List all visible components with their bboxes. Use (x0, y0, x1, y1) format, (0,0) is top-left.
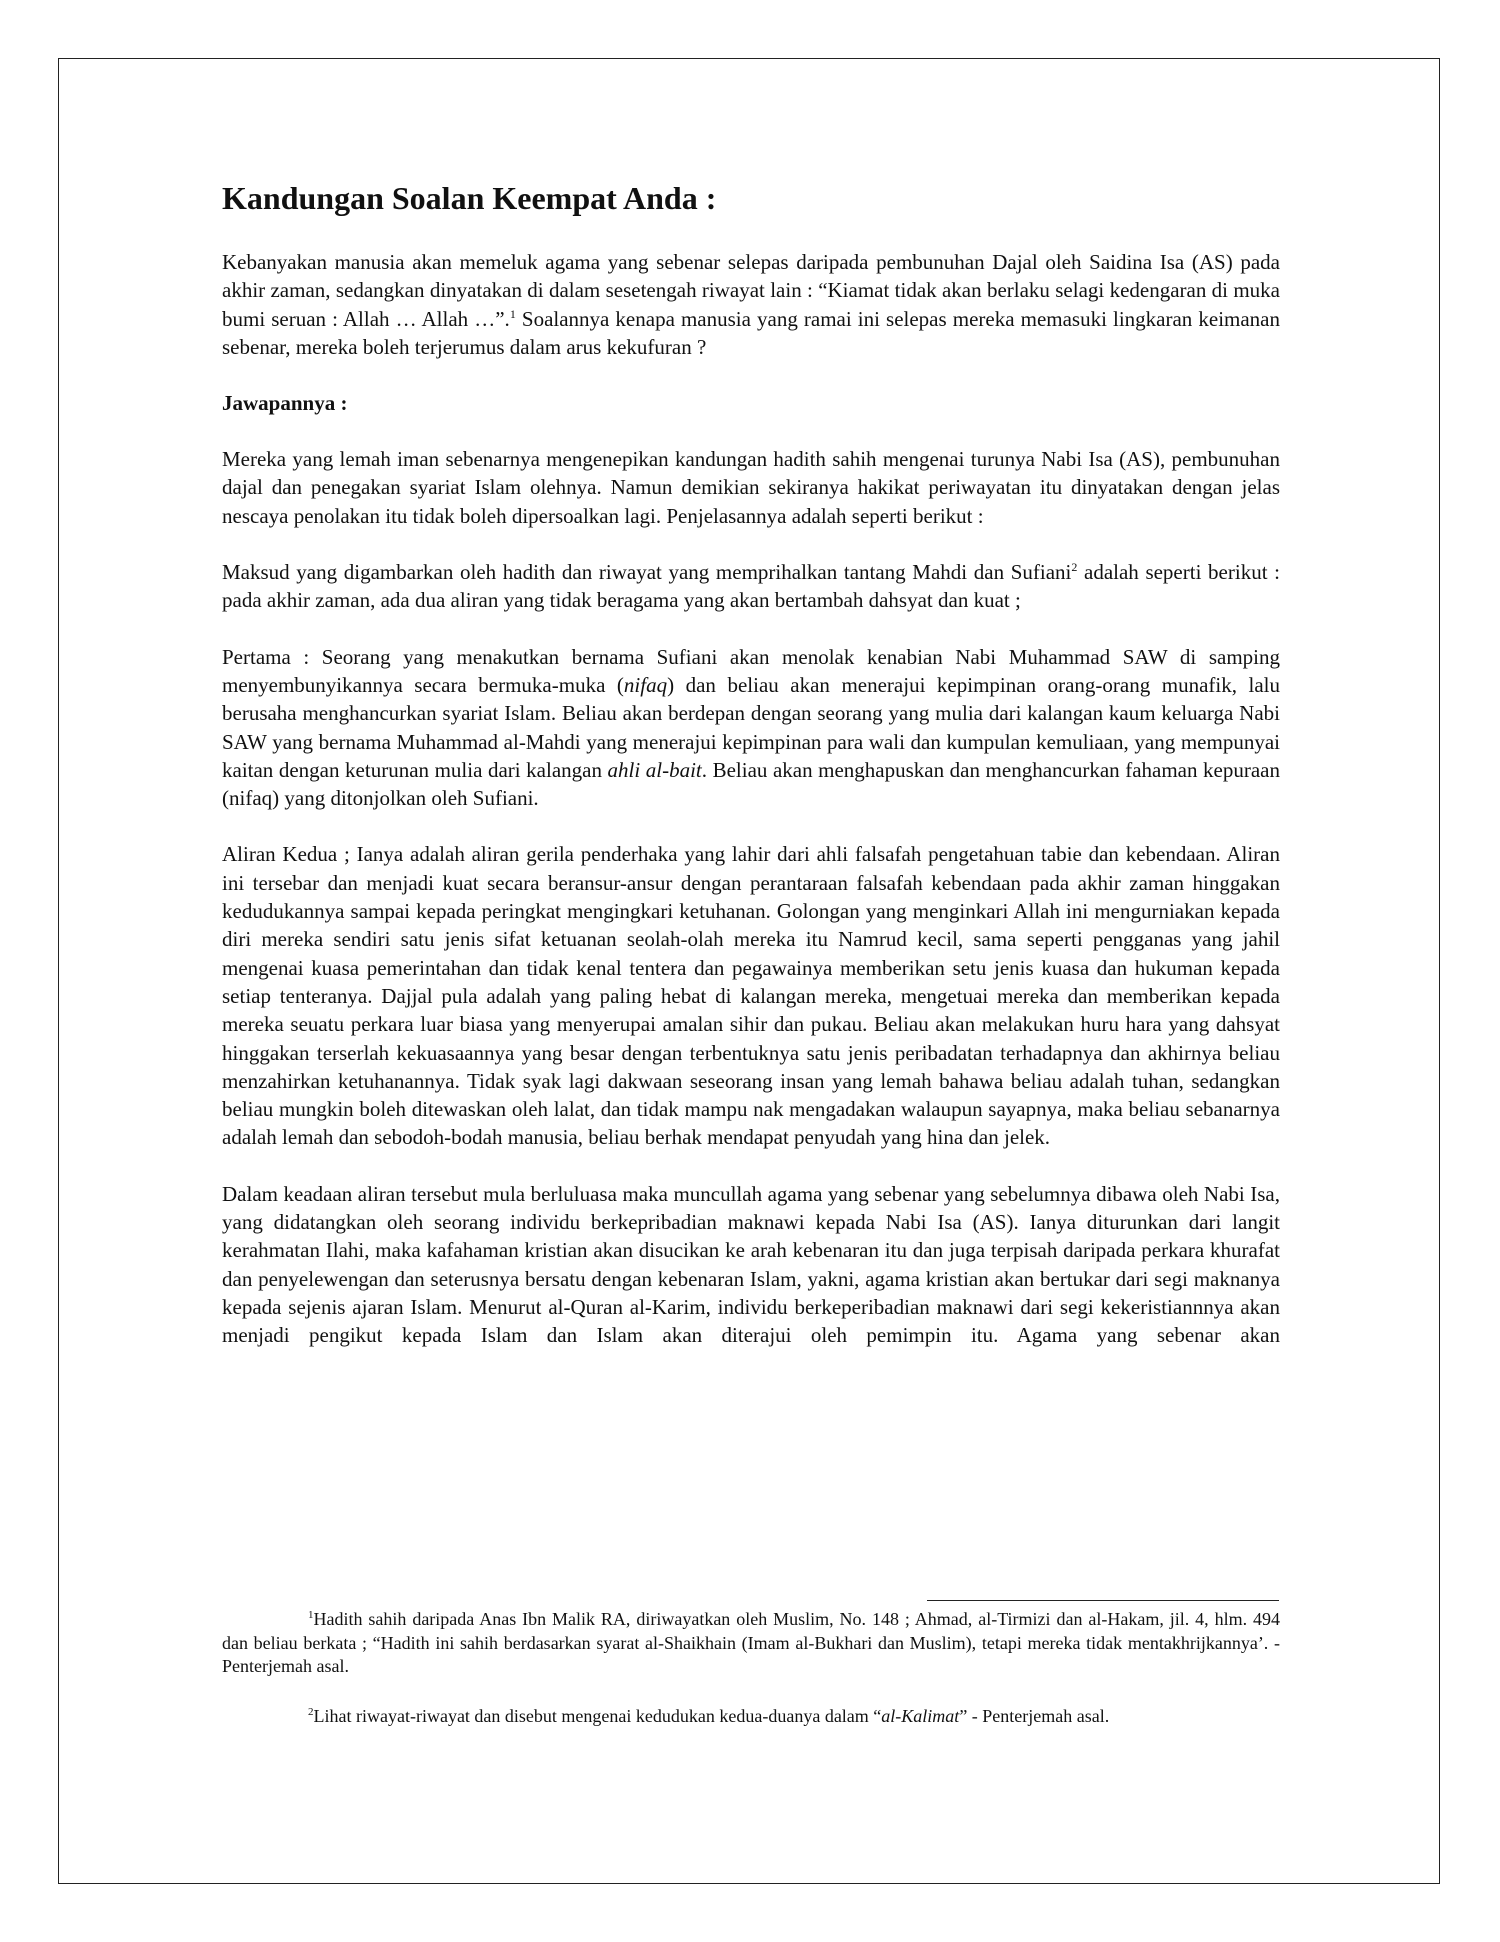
footnote-ref-2: 2 (1071, 560, 1078, 575)
paragraph-1: Mereka yang lemah iman sebenarnya mengenepikan kandungan hadith sahih mengenai turunya Nabi Isa (AS), pembunuhan dajal dan penegakan syariat Islam olehnya. Namun demikian sekiranya hakikat periwayatan itu dinyatakan dengan jelas nescaya penolakan itu tidak boleh dipersoalkan lagi. Penjelasannya adalah seperti berikut : (222, 447, 1280, 528)
paragraph-3-text-b: ) dan beliau akan menerajui kepimpinan orang-orang munafik, lalu berusaha menghancurkan syariat Islam. Beliau akan berdepan dengan seorang yang mulia dari kalangan kaum keluarga Nabi SAW yang bernama Muhammad al-Mahdi yang menerajui kepimpinan para wali dan kumpulan kemuliaan, yang mempunyai kaitan dengan keturunan mulia dari kalangan (222, 672, 1280, 782)
paragraph-2-text-b: adalah seperti berikut : pada akhir zaman, ada dua aliran yang tidak beragama yang akan bertambah dahsyat dan kuat ; (222, 560, 1280, 613)
footnote-2 (222, 1705, 1280, 1729)
paragraph-5: Dalam keadaan aliran tersebut mula berluluasa maka muncullah agama yang sebenar yang sebelumnya dibawa oleh Nabi Isa, yang didatangkan oleh seorang individu berkepribadian maknawi kepada Nabi Isa (AS). Ianya diturunkan dari langit kerahmatan Ilahi, maka kafahaman kristian akan disucikan ke arah kebenaran itu dan juga terpisah daripada perkara khurafat dan penyelewengan dan seterusnya bersatu dengan kebenaran Islam, yakni, agama kristian akan bertukar dari segi maknanya kepada sejenis ajaran Islam. Menurut al-Quran al-Karim, individu berkeperibadian maknawi dari segi kekeristiannnya akan menjadi pengikut kepada Islam dan Islam akan diterajui oleh pemimpin itu. Agama yang sebenar akan (222, 1181, 1280, 1348)
footnote-2-italic: al-Kalimat (881, 1705, 960, 1726)
page-title: Kandungan Soalan Keempat Anda : (222, 180, 717, 216)
document-body (222, 178, 1280, 1350)
paragraph-3 (222, 643, 1280, 813)
footnote-1-text: Hadith sahih daripada Anas Ibn Malik RA, diriwayatkan oleh Muslim, No. 148 ; Ahmad, al-Tirmizi dan al-Hakam, jil. 4, hlm. 494 dan beliau berkata ; “Hadith ini sahih berdasarkan syarat al-Shaikhain (Imam al-Bukhari dan Muslim), tetapi mereka tidak mentakhrijkannya’. - Penterjemah asal. (222, 1609, 1280, 1676)
paragraph-2-text-a: Maksud yang digambarkan oleh hadith dan riwayat yang memprihalkan tantang Mahdi dan Sufiani (222, 560, 1072, 585)
intro-text-a: Kebanyakan manusia akan memeluk agama yang sebenar selepas daripada pembunuhan Dajal oleh Saidina Isa (AS) pada akhir zaman, sedangkan dinyatakan di dalam sesetengah riwayat lain : “Kiamat tidak akan berlaku selagi kedengaran di muka bumi seruan : Allah … Allah …”. (222, 250, 1280, 331)
footnote-2-number: 2 (308, 1705, 314, 1718)
answer-heading: Jawapannya : (222, 391, 348, 416)
paragraph-4: Aliran Kedua ; Ianya adalah aliran gerila penderhaka yang lahir dari ahli falsafah pengetahuan tabie dan kebendaan. Aliran ini tersebar dan menjadi kuat secara beransur-ansur dengan perantaraan falsafah kebendaan pada akhir zaman hinggakan kedudukannya sampai kepada peringkat mengingkari ketuhanan. Golongan yang menginkari Allah ini mengurniakan kepada diri mereka sendiri satu jenis sifat ketuanan seolah-olah mereka itu Namrud kecil, sama seperti pengganas yang jahil mengenai kuasa pemerintahan dan tidak kenal tentera dan pegawainya memberikan setu jenis kuasa dan hukuman kepada setiap tenteranya. Dajjal pula adalah yang paling hebat di kalangan mereka, mengetuai mereka dan memberikan kepada mereka seuatu perkara luar biasa yang menyerupai amalan sihir dan pukau. Beliau akan melakukan huru hara yang dahsyat hinggakan terserlah kekuasaannya yang besar dengan terbentuknya satu jenis peribadatan terhadapnya dan akhirnya beliau menzahirkan ketuhanannya. Tidak syak lagi dakwaan seseorang insan yang lemah bahawa beliau adalah tuhan, sedangkan beliau mungkin boleh ditewaskan oleh lalat, dan tidak mampu nak mengadakan walaupun sayapnya, maka beliau sebanarnya adalah lemah dan sebodoh-bodah manusia, beliau berhak mendapat penyudah yang hina dan jelek. (222, 842, 1280, 1150)
footnote-1 (222, 1608, 1280, 1679)
paragraph-3-italic-a: nifaq (623, 672, 668, 697)
footnotes (222, 1608, 1280, 1754)
paragraph-3-italic-b: ahli al-bait (607, 757, 702, 782)
intro-paragraph (222, 248, 1280, 361)
footnote-2-text-b: ” - Penterjemah asal. (959, 1705, 1110, 1726)
intro-text-b: Soalannya kenapa manusia yang ramai ini selepas mereka memasuki lingkaran keimanan sebenar, mereka boleh terjerumus dalam arus kekufuran ? (222, 306, 1281, 359)
paragraph-3-text-c: . Beliau akan menghapuskan dan menghancurkan fahaman kepuraan (nifaq) yang ditonjolkan oleh Sufiani. (222, 757, 1281, 811)
footnote-1-number: 1 (308, 1609, 314, 1621)
footnote-separator (927, 1600, 1279, 1601)
paragraph-2 (222, 558, 1280, 615)
footnote-ref-1: 1 (509, 306, 516, 321)
paragraph-3-text-a: Pertama : Seorang yang menakutkan bernama Sufiani akan menolak kenabian Nabi Muhammad SAW di samping menyembunyikannya secara bermuka-muka ( (222, 644, 1280, 697)
footnote-2-text-a: Lihat riwayat-riwayat dan disebut mengenai kedudukan kedua-duanya dalam “ (313, 1705, 882, 1726)
